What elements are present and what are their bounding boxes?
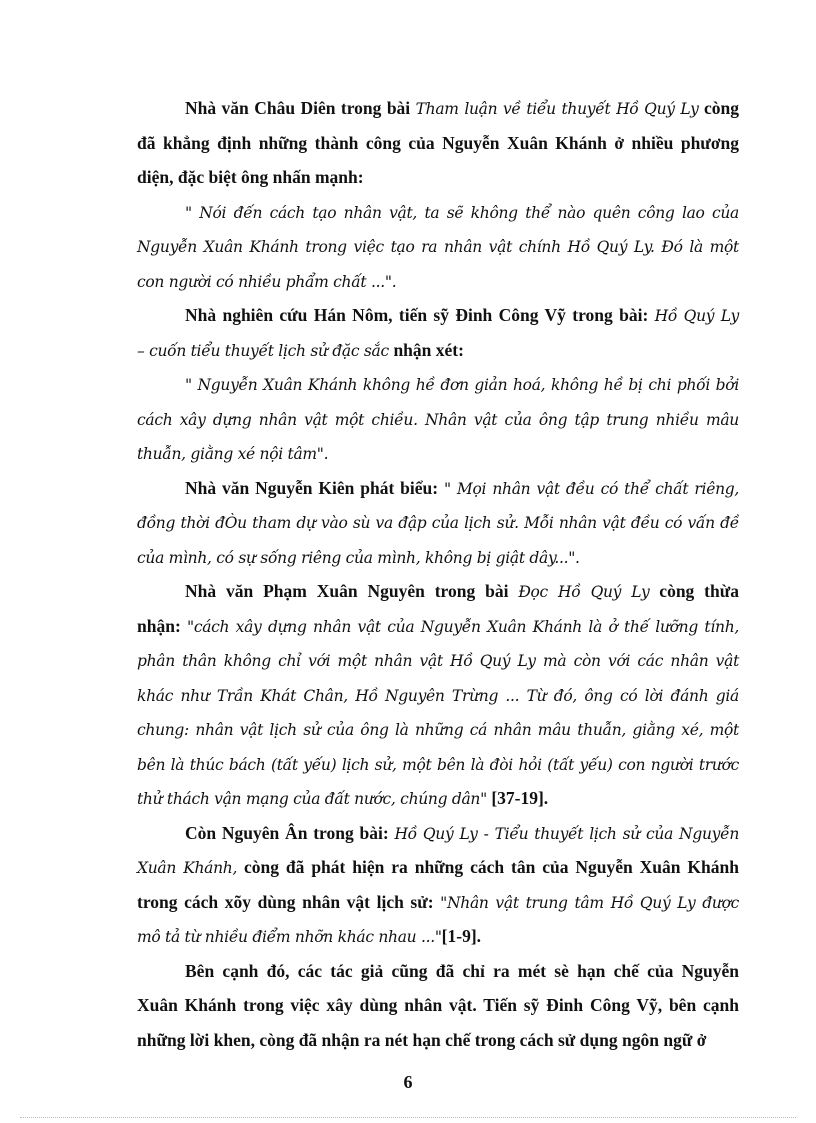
page-bottom-divider [20, 1117, 796, 1118]
page-number: 6 [403, 1072, 413, 1092]
text: nhận: [137, 615, 187, 636]
text: Còn Nguyên Ân trong bài: [185, 822, 395, 843]
text: Nhà văn Nguyễn Kiên phát biểu: [185, 477, 444, 498]
italic-text: thử thách vận mạng của đất nước, chúng dân" [137, 790, 487, 808]
italic-text: Tham luận về tiểu thuyết Hồ Quý Ly [415, 100, 699, 118]
text-line [137, 264, 739, 299]
text-line [137, 367, 739, 402]
text: nhận xét: [393, 339, 464, 360]
text-line [137, 816, 739, 851]
italic-text: của mình, có sự sống riêng của mình, không bị giật dây...". [137, 548, 580, 567]
text: Xuân Khánh trong việc xây dùng nhân vật. Tiến sỹ Đinh Công Vỹ, bên cạnh [137, 995, 739, 1015]
text-line [137, 436, 739, 471]
text-line [137, 988, 739, 1023]
text-line [137, 885, 739, 920]
text: Nhà nghiên cứu Hán Nôm, tiến sỹ Đinh Công Vỹ trong bài: [185, 305, 655, 325]
text: [1-9]. [441, 926, 482, 946]
italic-text: con người có nhiều phẩm chất ...". [137, 272, 397, 291]
text-line [137, 402, 739, 437]
text-line [137, 747, 739, 782]
text-line [137, 574, 739, 609]
text-line [137, 850, 739, 885]
text-line [137, 540, 739, 575]
italic-text: Hồ Quý Ly - Tiểu thuyết lịch sử của Nguyễn [394, 824, 739, 843]
text: còng đã phát hiện ra những cách tân của Nguyễn Xuân Khánh [237, 857, 739, 877]
italic-text: mô tả từ nhiều điểm nhỡn khác nhau ..." [137, 928, 442, 946]
text-line [137, 298, 739, 333]
text: trong cách xõy dùng nhân vật lịch sử: [137, 891, 441, 912]
italic-text: " Nguyễn Xuân Khánh không hề đơn giản hoá, không hề bị chi phối bởi [185, 376, 739, 394]
text-line [137, 1023, 739, 1058]
italic-text: Hồ Quý Ly [654, 307, 739, 325]
text-line [137, 954, 739, 989]
italic-text: – cuốn tiểu thuyết lịch sử đặc sắc [137, 341, 394, 360]
italic-text: " Mọi nhân vật đều có thể chất riêng, [443, 479, 740, 498]
italic-text: khác như Trần Khát Chân, Hồ Nguyên Trừng ... Từ đó, ông có lời đánh giá [137, 686, 739, 705]
text: diện, đặc biệt ông nhấn mạnh: [137, 167, 364, 187]
italic-text: cách xây dựng nhân vật một chiều. Nhân vật của ông tập trung nhiều mâu [137, 410, 739, 429]
text-line [137, 333, 739, 368]
text-line [137, 91, 739, 126]
text-line [137, 919, 739, 954]
text-line [137, 471, 739, 506]
text-line [137, 195, 739, 230]
text-line [137, 609, 739, 644]
text-line [137, 643, 739, 678]
text-line [137, 160, 739, 195]
text: những lời khen, còng đã nhận ra nét hạn chế trong cách sử dụng ngôn ngữ ở [137, 1029, 707, 1050]
text: đã khẳng định những thành công của Nguyễn Xuân Khánh ở nhiều phương [137, 132, 739, 153]
text-line [137, 712, 739, 747]
text-line [137, 678, 739, 713]
italic-text: phân thân không chỉ với một nhân vật Hồ Quý Ly mà còn với các nhân vật [137, 652, 739, 670]
text: Nhà văn Phạm Xuân Nguyên trong bài [185, 581, 519, 601]
italic-text: chung: nhân vật lịch sử của ông là những cá nhân mâu thuẫn, giằng xé, một [137, 721, 739, 739]
italic-text: "Nhân vật trung tâm Hồ Quý Ly được [440, 893, 739, 912]
text: Bên cạnh đó, các tác giả cũng đã chỉ ra mét sè hạn chế của Nguyễn [185, 960, 739, 981]
italic-text: Đọc Hồ Quý Ly [518, 583, 650, 601]
text: Nhà văn Châu Diên trong bài [185, 98, 416, 118]
italic-text: "cách xây dựng nhân vật của Nguyễn Xuân Khánh là ở thế lưỡng tính, [187, 617, 740, 636]
text-line [137, 126, 739, 161]
italic-text: " Nói đến cách tạo nhân vật, ta sẽ không thể nào quên công lao của [185, 203, 739, 222]
italic-text: bên là thúc bách (tất yếu) lịch sử, một bên là đòi hỏi (tất yếu) con người trước [137, 755, 739, 774]
text-line [137, 505, 739, 540]
text-line [137, 229, 739, 264]
text: [37-19]. [486, 788, 549, 808]
text: còng [698, 98, 739, 118]
text: còng thừa [649, 581, 739, 601]
italic-text: Xuân Khánh, [137, 859, 238, 877]
document-body [137, 91, 739, 1057]
italic-text: đồng thời đÒu tham dự vào sù va đập của lịch sử. Mỗi nhân vật đều có vấn đề [137, 514, 739, 532]
italic-text: Nguyễn Xuân Khánh trong việc tạo ra nhân vật chính Hồ Quý Ly. Đó là một [137, 238, 739, 256]
text-line [137, 781, 739, 816]
italic-text: thuẫn, giằng xé nội tâm". [137, 445, 329, 463]
